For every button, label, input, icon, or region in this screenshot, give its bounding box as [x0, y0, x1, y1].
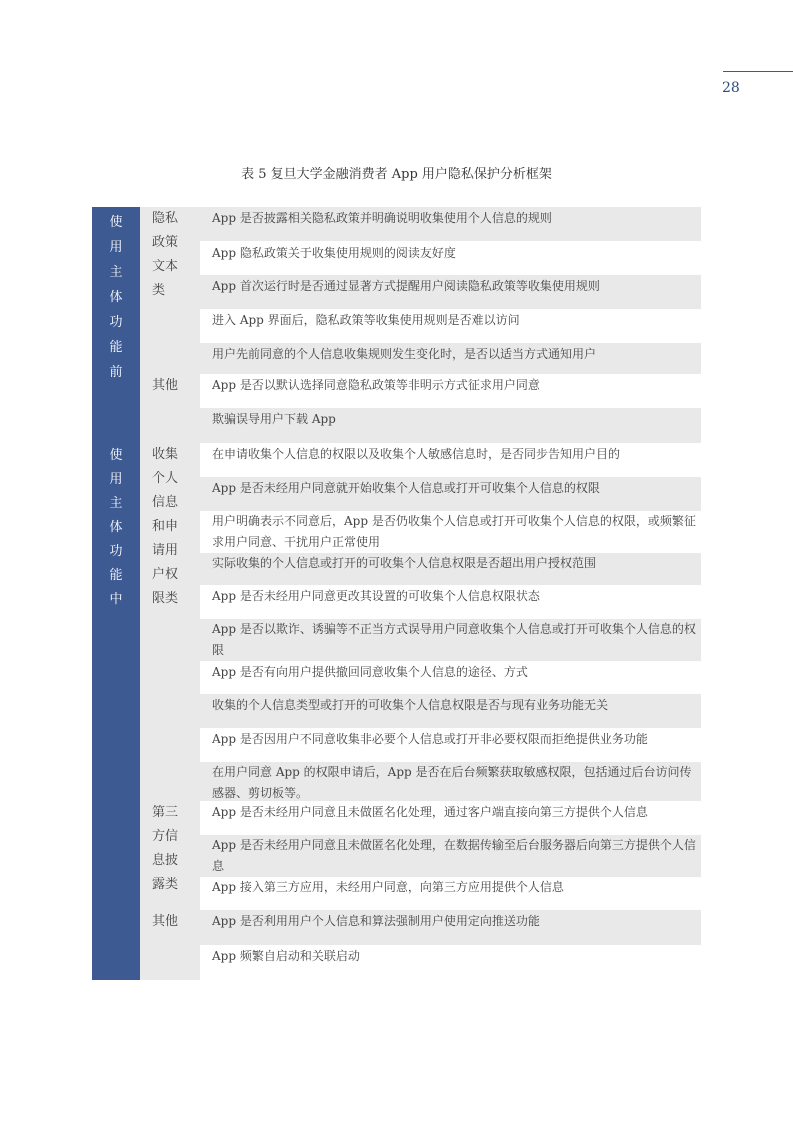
criterion-text: 欺骗误导用户下载 App — [212, 412, 336, 426]
criterion-text: App 是否未经用户同意且未做匿名化处理，通过客户端直接向第三方提供个人信息 — [212, 805, 648, 819]
subgroup-label: 其他 — [152, 914, 179, 929]
group-label-char: 体 — [109, 520, 123, 535]
table-row — [200, 511, 701, 553]
criterion-text: App 是否未经用户同意更改其设置的可收集个人信息权限状态 — [212, 589, 540, 603]
criterion-text: 用户先前同意的个人信息收集规则发生变化时，是否以适当方式通知用户 — [212, 347, 597, 361]
table-row — [200, 619, 701, 661]
criterion-text: App 是否未经用户同意就开始收集个人信息或打开可收集个人信息的权限 — [212, 481, 600, 495]
criterion-text: 实际收集的个人信息或打开的可收集个人信息权限是否超出用户授权范围 — [212, 556, 597, 570]
group-label-during-use — [92, 443, 140, 980]
subgroup-label: 隐私政策文本类 — [152, 211, 179, 298]
table-row — [200, 241, 701, 275]
criterion-text: App 频繁自启动和关联启动 — [212, 949, 360, 963]
subgroup-label: 其他 — [152, 378, 179, 393]
group-label-char: 中 — [109, 592, 123, 607]
table-row — [200, 374, 701, 408]
subgroup-other — [140, 374, 200, 443]
table-row — [200, 694, 701, 728]
criterion-text: App 首次运行时是否通过显著方式提醒用户阅读隐私政策等收集使用规则 — [212, 279, 600, 293]
criterion-text: App 是否以默认选择同意隐私政策等非明示方式征求用户同意 — [212, 378, 540, 392]
header-rule — [723, 71, 793, 72]
criterion-text: App 是否披露相关隐私政策并明确说明收集使用个人信息的规则 — [212, 211, 552, 225]
group-label-char: 主 — [109, 265, 123, 280]
criterion-text: App 接入第三方应用，未经用户同意，向第三方应用提供个人信息 — [212, 880, 564, 894]
table-row — [200, 207, 701, 241]
table-row — [200, 661, 701, 694]
group-label-char: 功 — [109, 544, 123, 559]
criterion-text: App 是否因用户不同意收集非必要个人信息或打开非必要权限而拒绝提供业务功能 — [212, 732, 648, 746]
table-row — [200, 275, 701, 309]
table-row — [200, 477, 701, 511]
group-label-char: 能 — [109, 340, 123, 355]
group-label-char: 体 — [109, 290, 123, 305]
group-label-char: 使 — [109, 215, 123, 230]
table-row — [200, 877, 701, 910]
criterion-text: App 隐私政策关于收集使用规则的阅读友好度 — [212, 246, 456, 260]
subgroup-label: 收集个人信息和申请用户权限类 — [152, 447, 179, 606]
group-label-char: 前 — [109, 365, 123, 380]
table-row — [200, 553, 701, 585]
table-row — [200, 408, 701, 443]
criterion-text: App 是否未经用户同意且未做匿名化处理，在数据传输至后台服务器后向第三方提供个人信息 — [212, 838, 696, 873]
table-row — [200, 945, 701, 980]
criterion-text: App 是否利用用户个人信息和算法强制用户使用定向推送功能 — [212, 914, 540, 928]
table-row — [200, 343, 701, 374]
criterion-text: 用户明确表示不同意后，App 是否仍收集个人信息或打开可收集个人信息的权限，或频繁征求用户同意、干扰用户正常使用 — [212, 514, 696, 549]
table-row — [200, 309, 701, 343]
subgroup-other — [140, 910, 200, 980]
table-row — [200, 762, 701, 801]
table-row — [200, 801, 701, 835]
criterion-text: App 是否有向用户提供撤回同意收集个人信息的途径、方式 — [212, 665, 528, 679]
table-row — [200, 443, 701, 477]
group-label-char: 功 — [109, 315, 123, 330]
subgroup-privacy-policy — [140, 207, 200, 374]
criterion-text: App 是否以欺诈、诱骗等不正当方式误导用户同意收集个人信息或打开可收集个人信息的权限 — [212, 622, 696, 657]
page-number: 28 — [722, 80, 740, 96]
criterion-text: 在用户同意 App 的权限申请后，App 是否在后台频繁获取敏感权限，包括通过后台访问传感器、剪切板等。 — [212, 765, 692, 800]
group-label-before-use — [92, 207, 140, 443]
criterion-text: 在申请收集个人信息的权限以及收集个人敏感信息时，是否同步告知用户目的 — [212, 447, 621, 461]
group-label-char: 用 — [109, 472, 123, 487]
table-caption: 表 5 复旦大学金融消费者 App 用户隐私保护分析框架 — [241, 167, 552, 182]
group-label-char: 能 — [109, 568, 123, 583]
criterion-text: 进入 App 界面后，隐私政策等收集使用规则是否难以访问 — [212, 313, 520, 327]
table-row — [200, 585, 701, 619]
group-label-char: 用 — [109, 240, 123, 255]
table-row — [200, 835, 701, 877]
group-label-char: 使 — [109, 448, 123, 463]
group-label-char: 主 — [109, 496, 123, 511]
subgroup-third-party — [140, 801, 200, 910]
table-row — [200, 910, 701, 945]
criterion-text: 收集的个人信息类型或打开的可收集个人信息权限是否与现有业务功能无关 — [212, 698, 609, 712]
subgroup-label: 第三方信息披露类 — [152, 805, 179, 892]
table-row — [200, 728, 701, 762]
subgroup-collection-permissions — [140, 443, 200, 801]
